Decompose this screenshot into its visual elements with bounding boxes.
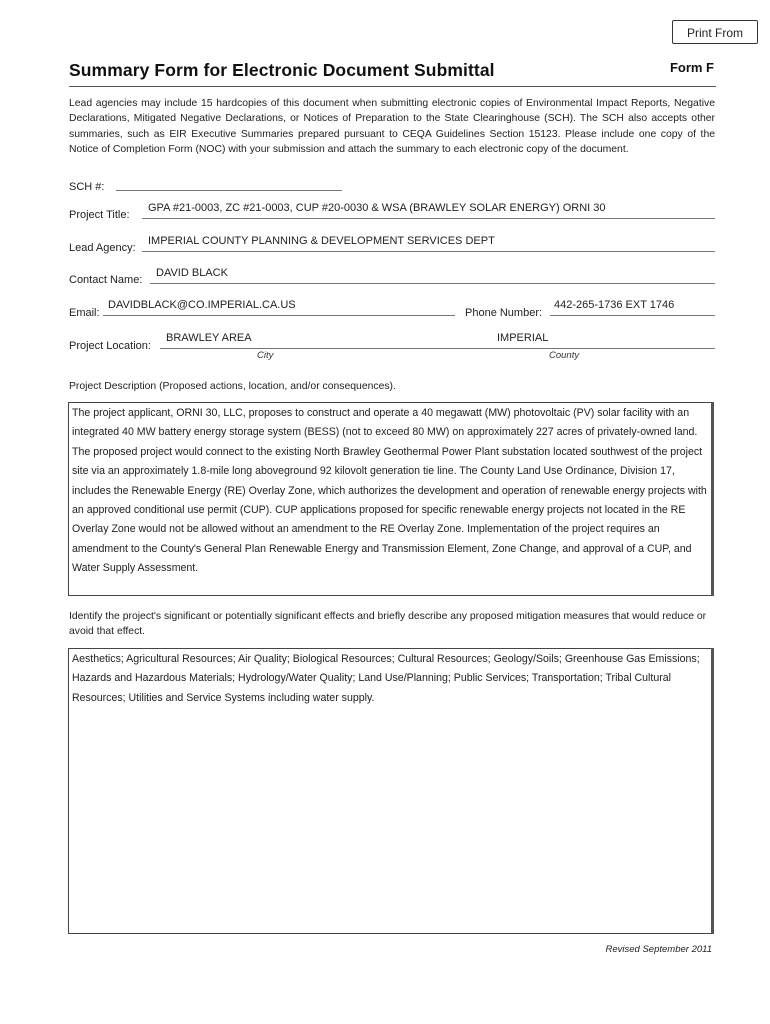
project-location-label: Project Location: [69,340,151,352]
sch-field[interactable] [116,190,342,191]
title-divider [69,86,716,87]
lead-agency-value: IMPERIAL COUNTY PLANNING & DEVELOPMENT SERVICES DEPT [148,235,495,247]
intro-paragraph: Lead agencies may include 15 hardcopies of this document when submitting electronic copies of Environmental Impact Reports, Negative Declarations, Mitigated Negative Declarations, or Notices of Preparation to the State Clearinghouse (SCH). The SCH also accepts other summaries, such as EIR Executive Summaries prepared pursuant to CEQA Guidelines Section 15123. Please include one copy of the Notice of Completion Form (NOC) with your submission and attach the summary to each electronic copy of the document. [69,98,715,156]
contact-name-value: DAVID BLACK [156,267,228,279]
location-county-value: IMPERIAL [497,332,549,344]
lead-agency-field[interactable] [142,251,715,252]
project-title-label: Project Title: [69,209,130,221]
location-field[interactable] [160,348,715,349]
significant-effects-box[interactable] [68,648,714,934]
project-title-value: GPA #21-0003, ZC #21-0003, CUP #20-0030 & WSA (BRAWLEY SOLAR ENERGY) ORNI 30 [148,202,606,214]
project-description-text: The project applicant, ORNI 30, LLC, proposes to construct and operate a 40 megawatt (MW) photovoltaic (PV) solar facility with an integrated 40 MW battery energy storage system (BESS) (not to exceed 80 MW) on approximately 227 acres of privately-owned land. The proposed project would connect to the existing North Brawley Geothermal Power Plant substation located southwest of the project site via an approximately 1.8-mile long aboveground 92 kilovolt generation tie line. The County Land Use Ordinance, Division 17, includes the Renewable Energy (RE) Overlay Zone, which authorizes the development and operation of renewable energy projects with an approved conditional use permit (CUP). CUP applications proposed for specific renewable energy projects not located in the RE Overlay Zone would not be allowed without an amendment to the RE Overlay Zone. Implementation of the project requires an amendment to the County's General Plan Renewable Energy and Transmission Element, Zone Change, and approval of a CUP, and Water Supply Assessment. [72,407,707,575]
form-id: Form F [669,60,714,75]
significant-effects-label: Identify the project's significant or potentially significant effects and briefly describe any proposed mitigation measures that would reduce or avoid that effect. [69,611,707,638]
email-field[interactable] [103,315,455,316]
project-description-box[interactable] [68,402,714,596]
phone-label: Phone Number: [465,307,543,319]
project-description-label: Project Description (Proposed actions, location, and/or consequences). [69,381,396,392]
form-title: Summary Form for Electronic Document Submittal [69,60,495,80]
county-caption: County [549,350,580,361]
location-city-value: BRAWLEY AREA [166,332,252,344]
significant-effects-text: Aesthetics; Agricultural Resources; Air Quality; Biological Resources; Cultural Resources; Geology/Soils; Greenhouse Gas Emissions; Hazards and Hazardous Materials; Hydrology/Water Quality; Land Use/Planning; Public Services; Transportation; Tribal Cultural Resources; Utilities and Service Systems including water supply. [72,653,700,704]
project-title-field[interactable] [142,218,715,219]
email-label: Email: [69,307,100,319]
print-form-button[interactable]: Print From [672,20,758,44]
city-caption: City [257,350,274,361]
email-value: DAVIDBLACK@CO.IMPERIAL.CA.US [108,299,296,311]
contact-name-field[interactable] [150,283,715,284]
revision-note: Revised September 2011 [605,944,712,955]
phone-field[interactable] [550,315,715,316]
sch-label: SCH #: [69,181,105,193]
phone-value: 442-265-1736 EXT 1746 [554,299,675,311]
scrollbar-edge [711,402,714,596]
scrollbar-edge [711,648,714,934]
contact-name-label: Contact Name: [69,274,143,286]
lead-agency-label: Lead Agency: [69,242,136,254]
